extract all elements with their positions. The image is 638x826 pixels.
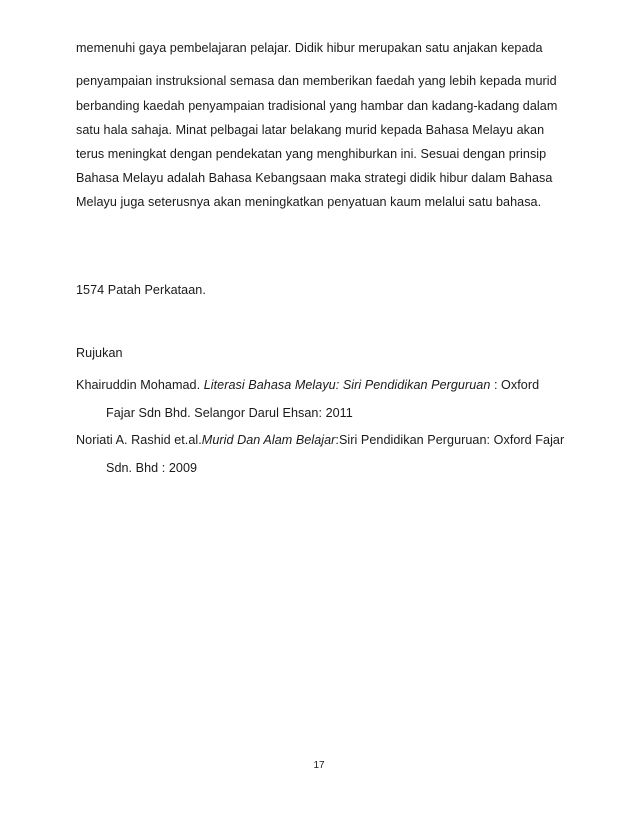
reference-1-publisher: : Oxford [490, 378, 540, 392]
paragraph-line-1: memenuhi gaya pembelajaran pelajar. Didik hibur merupakan satu anjakan kepada [76, 41, 543, 55]
page-number: 17 [313, 760, 325, 771]
references-heading: Rujukan [76, 346, 123, 360]
paragraph-line-3: berbanding kaedah penyampaian tradisional yang hambar dan kadang-kadang dalam [76, 99, 558, 113]
paragraph-line-7: Melayu juga seterusnya akan meningkatkan penyatuan kaum melalui satu bahasa. [76, 195, 542, 209]
reference-2-author: Noriati A. Rashid et.al. [76, 433, 202, 447]
reference-1-author: Khairuddin Mohamad. [76, 378, 204, 392]
paragraph-line-4: satu hala sahaja. Minat pelbagai latar belakang murid kepada Bahasa Melayu akan [76, 123, 545, 137]
word-count: 1574 Patah Perkataan. [76, 283, 206, 297]
reference-2-line-2: Sdn. Bhd : 2009 [106, 461, 198, 475]
reference-1-title: Literasi Bahasa Melayu: Siri Pendidikan Perguruan [203, 378, 491, 392]
reference-1-line-1 [76, 377, 539, 393]
reference-2-line-1 [76, 432, 564, 448]
reference-1-line-2: Fajar Sdn Bhd. Selangor Darul Ehsan: 2011 [106, 406, 353, 420]
reference-2-title: Murid Dan Alam Belajar [201, 433, 336, 447]
reference-2-publisher: :Siri Pendidikan Perguruan: Oxford Fajar [335, 433, 565, 447]
paragraph-line-6: Bahasa Melayu adalah Bahasa Kebangsaan maka strategi didik hibur dalam Bahasa [76, 171, 553, 185]
paragraph-line-2: penyampaian instruksional semasa dan memberikan faedah yang lebih kepada murid [76, 74, 557, 88]
paragraph-line-5: terus meningkat dengan pendekatan yang menghiburkan ini. Sesuai dengan prinsip [76, 147, 547, 161]
